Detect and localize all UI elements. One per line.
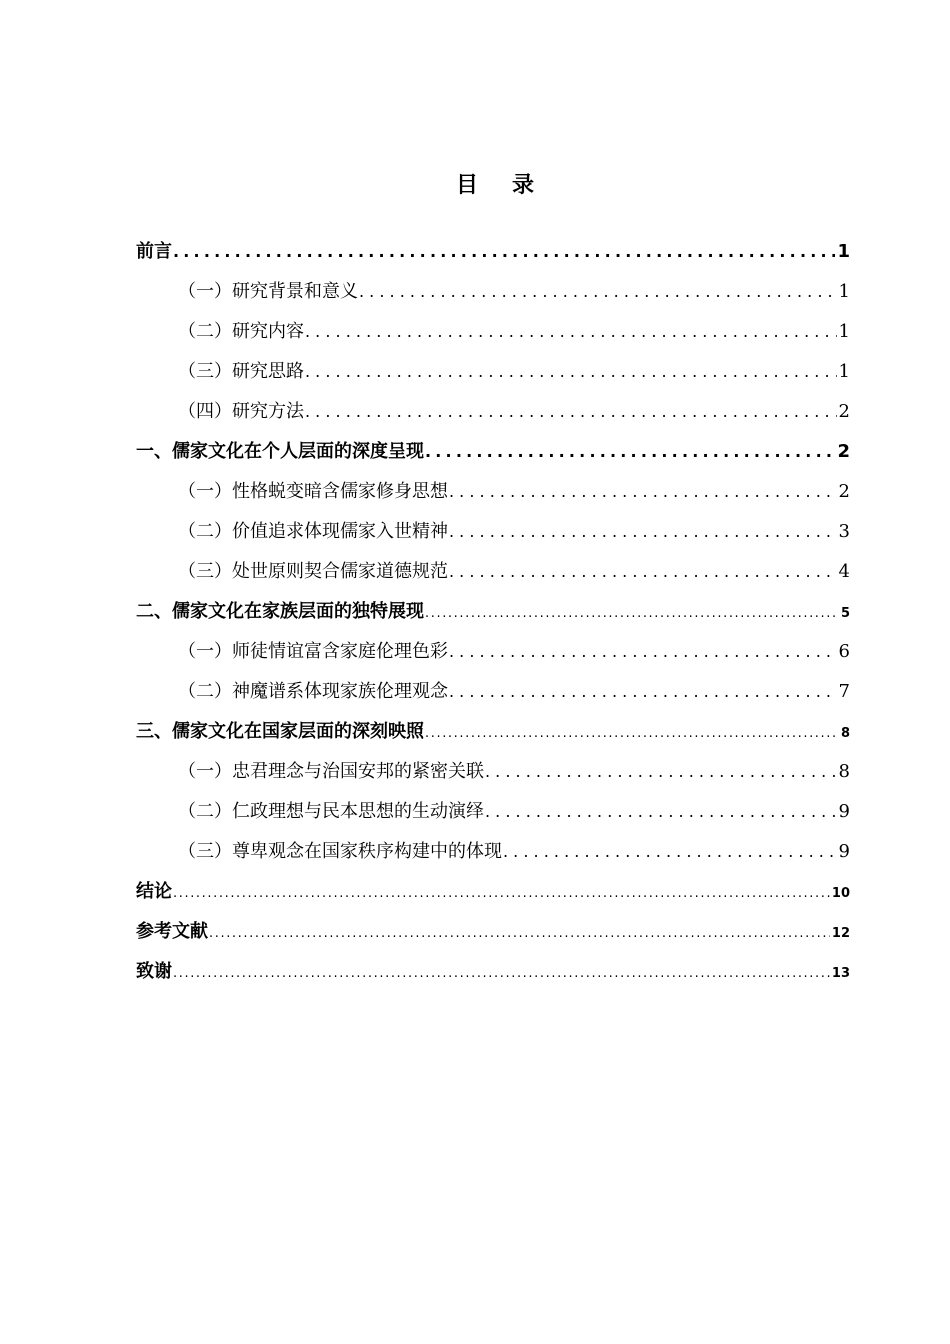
toc-entry-acknowledgements[interactable]: [136, 952, 850, 992]
toc-entry-number: （一）: [178, 761, 232, 782]
toc-entry-label: 研究方法: [232, 401, 304, 422]
toc-entry-label: 儒家文化在国家层面的深刻映照: [172, 721, 424, 742]
toc-entry-chapter-3-2[interactable]: [178, 792, 850, 832]
dot-leader: [209, 914, 830, 954]
dot-leader: [449, 632, 837, 672]
toc-entry-label: 前言: [136, 241, 172, 262]
dot-leader: [449, 472, 837, 512]
toc-entry-page: 9: [838, 841, 850, 862]
toc-entry-page: 7: [838, 681, 850, 702]
dot-leader: [425, 594, 839, 634]
toc-entry-conclusion[interactable]: [136, 872, 850, 912]
toc-entry-page: 2: [838, 481, 850, 502]
dot-leader: [503, 832, 837, 872]
toc-entry-label: 结论: [136, 881, 172, 902]
dot-leader: [173, 232, 835, 272]
toc-entry-page: 10: [831, 886, 850, 901]
toc-entry-number: （二）: [178, 321, 232, 342]
toc-entry-chapter-1-2[interactable]: [178, 512, 850, 552]
dot-leader: [425, 432, 835, 472]
toc-entry-chapter-3[interactable]: [136, 712, 850, 752]
dot-leader: [305, 352, 837, 392]
toc-entry-label: 致谢: [136, 961, 172, 982]
toc-entry-chapter-3-3[interactable]: [178, 832, 850, 872]
toc-entry-label: 研究内容: [232, 321, 304, 342]
toc-entry-page: 1: [837, 241, 850, 262]
toc-entry-number: （一）: [178, 641, 232, 662]
toc-entry-number: （四）: [178, 401, 232, 422]
toc-entry-label: 儒家文化在个人层面的深度呈现: [172, 441, 424, 462]
dot-leader: [425, 714, 839, 754]
toc-entry-number: （二）: [178, 681, 232, 702]
dot-leader: [359, 272, 837, 312]
toc-entry-label: 性格蜕变暗含儒家修身思想: [232, 481, 448, 502]
toc-heading-char-1: 目: [455, 173, 478, 198]
toc-entry-page: 5: [840, 606, 850, 621]
dot-leader: [449, 552, 837, 592]
toc-entry-page: 9: [838, 801, 850, 822]
toc-entry-page: 8: [838, 761, 850, 782]
toc-entry-number: （一）: [178, 481, 232, 502]
dot-leader: [449, 672, 837, 712]
dot-leader: [449, 512, 837, 552]
toc-entry-preface-3[interactable]: [178, 352, 850, 392]
toc-entry-preface[interactable]: [136, 232, 850, 272]
toc-entry-preface-1[interactable]: [178, 272, 850, 312]
toc-entry-page: 1: [838, 361, 850, 382]
toc-entry-number: （一）: [178, 281, 232, 302]
toc-entry-label: 研究背景和意义: [232, 281, 358, 302]
toc-entry-label: 儒家文化在家族层面的独特展现: [172, 601, 424, 622]
toc-entry-chapter-2[interactable]: [136, 592, 850, 632]
toc-entry-page: 3: [838, 521, 850, 542]
dot-leader: [305, 392, 837, 432]
toc-entry-page: 12: [831, 926, 850, 941]
toc-entry-label: 仁政理想与民本思想的生动演绎: [232, 801, 484, 822]
toc-entry-page: 2: [838, 401, 850, 422]
toc-heading-char-2: 录: [512, 173, 535, 198]
toc-entry-number: （二）: [178, 521, 232, 542]
toc-entry-label: 价值追求体现儒家入世精神: [232, 521, 448, 542]
toc-entry-number: 一、: [136, 441, 172, 462]
toc-entry-chapter-3-1[interactable]: [178, 752, 850, 792]
toc-entry-number: 二、: [136, 601, 172, 622]
toc-entry-label: 师徒情谊富含家庭伦理色彩: [232, 641, 448, 662]
toc-entry-label: 参考文献: [136, 921, 208, 942]
toc-entry-chapter-1[interactable]: [136, 432, 850, 472]
toc-entry-preface-2[interactable]: [178, 312, 850, 352]
toc-entry-number: （三）: [178, 561, 232, 582]
toc-entry-page: 13: [831, 966, 850, 981]
toc-entry-number: （三）: [178, 361, 232, 382]
toc-entry-label: 研究思路: [232, 361, 304, 382]
toc-entry-preface-4[interactable]: [178, 392, 850, 432]
toc-entry-chapter-1-3[interactable]: [178, 552, 850, 592]
toc-entry-page: 2: [837, 441, 850, 462]
toc-entry-page: 8: [840, 726, 850, 741]
toc-entry-label: 忠君理念与治国安邦的紧密关联: [232, 761, 484, 782]
dot-leader: [173, 954, 830, 994]
dot-leader: [485, 792, 837, 832]
toc-heading: [0, 172, 950, 200]
toc-entry-chapter-2-2[interactable]: [178, 672, 850, 712]
toc-entry-page: 1: [838, 281, 850, 302]
toc-entry-page: 6: [838, 641, 850, 662]
toc-entry-label: 尊卑观念在国家秩序构建中的体现: [232, 841, 502, 862]
toc-entry-chapter-1-1[interactable]: [178, 472, 850, 512]
dot-leader: [173, 874, 830, 914]
toc-entry-number: （三）: [178, 841, 232, 862]
toc-entry-label: 处世原则契合儒家道德规范: [232, 561, 448, 582]
toc-entry-chapter-2-1[interactable]: [178, 632, 850, 672]
dot-leader: [485, 752, 837, 792]
toc-entry-number: （二）: [178, 801, 232, 822]
dot-leader: [305, 312, 837, 352]
toc-entry-page: 1: [838, 321, 850, 342]
toc-entry-references[interactable]: [136, 912, 850, 952]
toc-entry-number: 三、: [136, 721, 172, 742]
toc-entry-label: 神魔谱系体现家族伦理观念: [232, 681, 448, 702]
toc-entry-page: 4: [838, 561, 850, 582]
